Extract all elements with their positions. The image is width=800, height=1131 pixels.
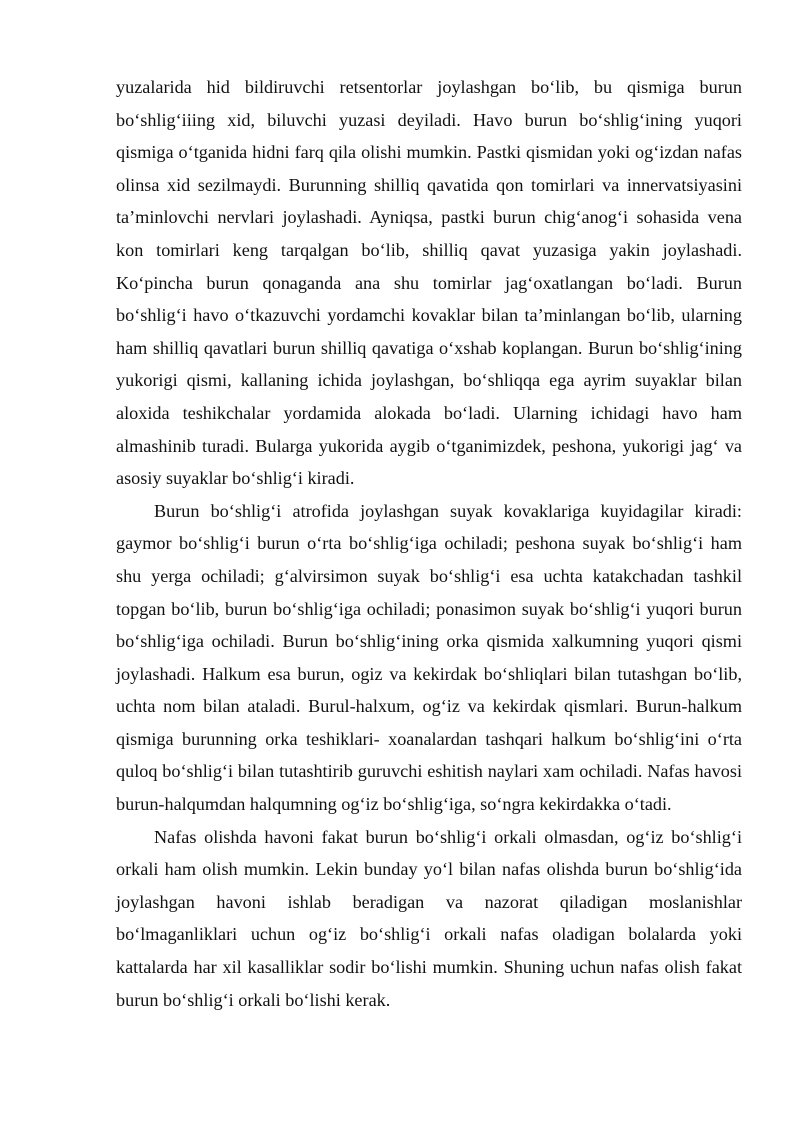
body-text — [116, 71, 742, 1016]
paragraph-1: yuzalarida hid bildiruvchi retsentorlar joylashgan bo‘lib, bu qismiga burun bo‘shlig‘iiing xid, biluvchi yuzasi deyiladi. Havo burun bo‘shlig‘ining yuqori qismiga o‘tganida hidni farq qila olishi mumkin. Pastki qismidan yoki og‘izdan nafas olinsa xid sezilmaydi. Burunning shilliq qavatida qon tomirlari va innervatsiyasini ta’minlovchi nervlari joylashadi. Ayniqsa, pastki burun chig‘anog‘i sohasida vena kon tomirlari keng tarqalgan bo‘lib, shilliq qavat yuzasiga yakin joylashadi. Ko‘pincha burun qonaganda ana shu tomirlar jag‘oxatlangan bo‘ladi. Burun bo‘shlig‘i havo o‘tkazuvchi yordamchi kovaklar bilan ta’minlangan bo‘lib, ularning ham shilliq qavatlari burun shilliq qavatiga o‘xshab koplangan. Burun bo‘shlig‘ining yukorigi qismi, kallaning ichida joylashgan, bo‘shliqqa ega ayrim suyaklar bilan aloxida teshikchalar yordamida alokada bo‘ladi. Ularning ichidagi havo ham almashinib turadi. Bularga yukorida aygib o‘tganimizdek, peshona, yukorigi jag‘ va asosiy suyaklar bo‘shlig‘i kiradi. — [116, 77, 742, 489]
paragraph-3: Nafas olishda havoni fakat burun bo‘shlig‘i orkali olmasdan, og‘iz bo‘shlig‘i orkali ham olish mumkin. Lekin bunday yo‘l bilan nafas olishda burun bo‘shlig‘ida joylashgan havoni ishlab beradigan va nazorat qiladigan moslanishlar bo‘lmaganliklari uchun og‘iz bo‘shlig‘i orkali nafas oladigan bolalarda yoki kattalarda har xil kasalliklar sodir bo‘lishi mumkin. Shuning uchun nafas olish fakat burun bo‘shlig‘i orkali bo‘lishi kerak. — [116, 826, 742, 1010]
paragraph-2: Burun bo‘shlig‘i atrofida joylashgan suyak kovaklariga kuyidagilar kiradi: gaymor bo‘shlig‘i burun o‘rta bo‘shlig‘iga ochiladi; peshona suyak bo‘shlig‘i ham shu yerga ochiladi; g‘alvirsimon suyak bo‘shlig‘i esa uchta katakchadan tashkil topgan bo‘lib, burun bo‘shlig‘iga ochiladi; ponasimon suyak bo‘shlig‘i yuqori burun bo‘shlig‘iga ochiladi. Burun bo‘shlig‘ining orka qismida xalkumning yuqori qismi joylashadi. Halkum esa burun, ogiz va kekirdak bo‘shliqlari bilan tutashgan bo‘lib, uchta nom bilan ataladi. Burul-halxum, og‘iz va kekirdak qismlari. Burun-halkum qismiga burunning orka teshiklari- xoanalardan tashqari halkum bo‘shlig‘ini o‘rta quloq bo‘shlig‘i bilan tutashtirib guruvchi eshitish naylari xam ochiladi. Nafas havosi burun-halqumdan halqumning og‘iz bo‘shlig‘iga, so‘ngra kekirdakka o‘tadi. — [116, 500, 742, 815]
